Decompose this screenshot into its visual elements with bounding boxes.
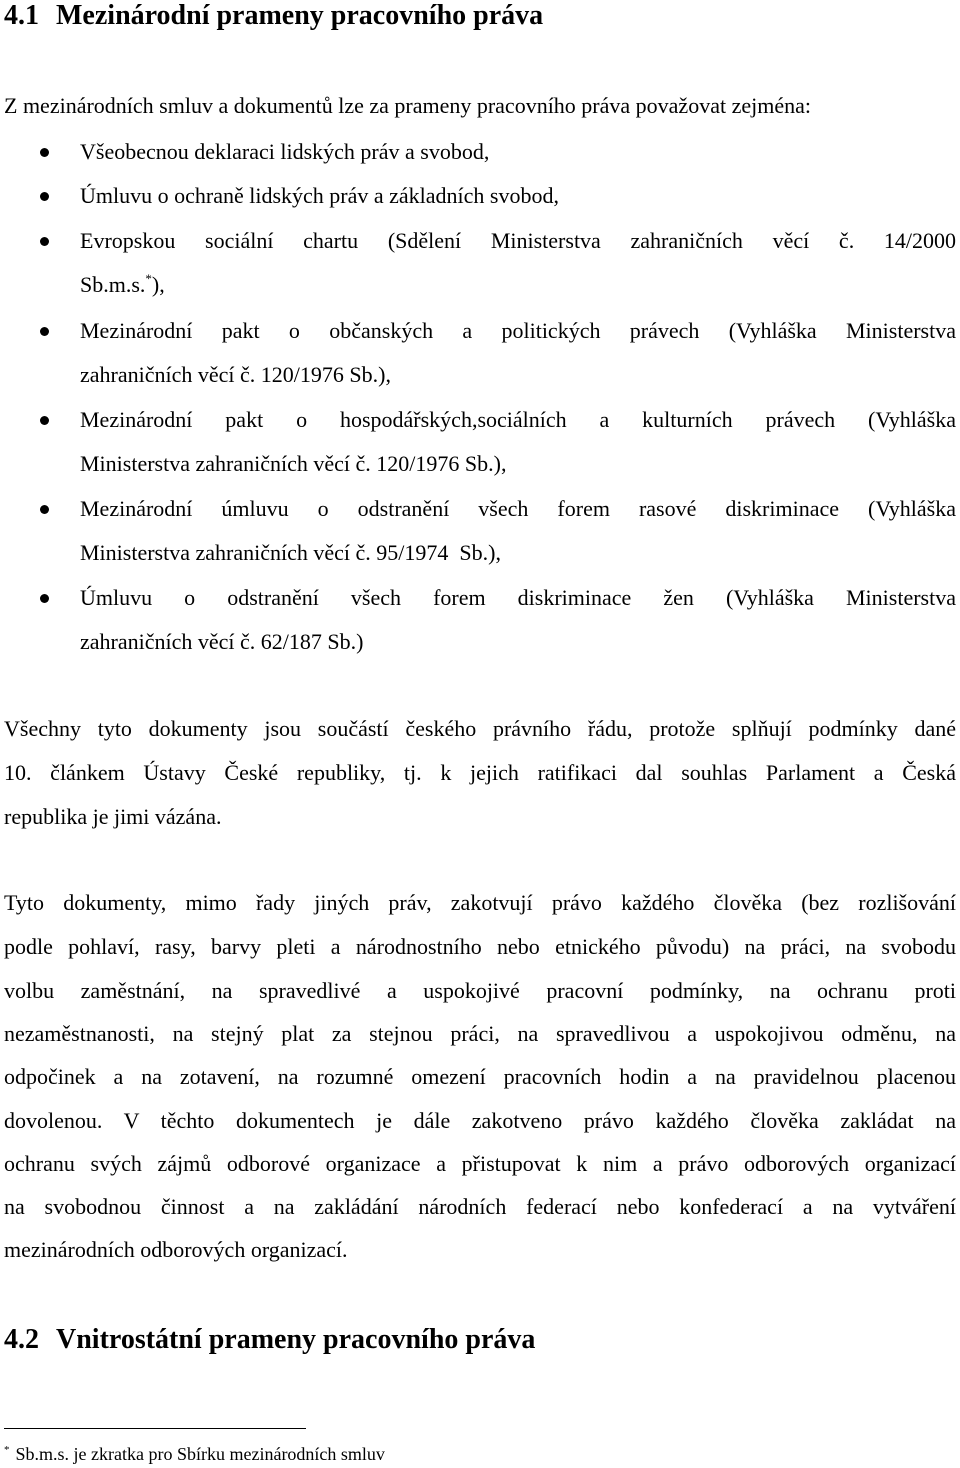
paragraph-2-line-3: volbu zaměstnání, na spravedlivé a uspokojivé pracovní podmínky, na ochranu proti <box>4 978 956 1003</box>
footnote-text: Sb.m.s. je zkratka pro Sbírku mezinárodních smluv <box>15 1444 385 1464</box>
section-heading-4-2 <box>4 1324 535 1356</box>
list-item-7-line-2: zahraničních věcí č. 62/187 Sb.) <box>80 629 364 654</box>
paragraph-2-line-6: dovolenou. V těchto dokumentech je dále zakotveno právo každého člověka zakládat na <box>4 1108 956 1133</box>
section-title: Mezinárodní prameny pracovního práva <box>56 0 544 31</box>
list-item-4-line-2: zahraničních věcí č. 120/1976 Sb.), <box>80 362 391 387</box>
paragraph-2-line-9: mezinárodních odborových organizací. <box>4 1237 348 1262</box>
paragraph-1-line-1: Všechny tyto dokumenty jsou součástí českého právního řádu, protože splňují podmínky dané <box>4 716 956 741</box>
list-item-5-line-1: Mezinárodní pakt o hospodářských,sociálních a kulturních právech (Vyhláška <box>80 407 956 432</box>
list-item-6-line-2: Ministerstva zahraničních věcí č. 95/1974 Sb.), <box>80 540 501 565</box>
section-title: Vnitrostátní prameny pracovního práva <box>56 1324 536 1355</box>
intro-line: Z mezinárodních smluv a dokumentů lze za prameny pracovního práva považovat zejména: <box>4 93 811 118</box>
bullet-icon <box>40 192 49 201</box>
footnote-reference: * <box>145 271 152 286</box>
list-item-1: Všeobecnou deklaraci lidských práv a svobod, <box>80 139 490 164</box>
list-item-2: Úmluvu o ochraně lidských práv a základních svobod, <box>80 183 559 208</box>
list-item-3-line-2 <box>80 263 956 307</box>
bullet-icon <box>40 148 49 157</box>
paragraph-2-line-5: odpočinek a na zotavení, na rozumné omezení pracovních hodin a na pravidelnou placenou <box>4 1064 956 1089</box>
footnote <box>4 1442 385 1466</box>
bullet-icon <box>40 594 49 603</box>
bullet-icon <box>40 327 49 336</box>
list-item-3-line-1: Evropskou sociální chartu (Sdělení Ministerstva zahraničních věcí č. 14/2000 <box>80 228 956 253</box>
list-item-4-line-1: Mezinárodní pakt o občanských a politických právech (Vyhláška Ministerstva <box>80 318 956 343</box>
section-number: 4.1 <box>4 0 39 31</box>
paragraph-2-line-2: podle pohlaví, rasy, barvy pleti a národnostního nebo etnického původu) na práci, na svobodu <box>4 934 956 959</box>
list-item-7-line-1: Úmluvu o odstranění všech forem diskriminace žen (Vyhláška Ministerstva <box>80 585 956 610</box>
list-item-6-line-1: Mezinárodní úmluvu o odstranění všech forem rasové diskriminace (Vyhláška <box>80 496 956 521</box>
list-item-5-line-2: Ministerstva zahraničních věcí č. 120/1976 Sb.), <box>80 451 507 476</box>
list-item-3-tail: ), <box>151 272 165 297</box>
paragraph-1-line-3: republika je jimi vázána. <box>4 804 222 829</box>
bullet-icon <box>40 505 49 514</box>
list-item-3-text: Sb.m.s. <box>80 272 146 297</box>
section-number: 4.2 <box>4 1324 39 1355</box>
paragraph-2-line-7: ochranu svých zájmů odborové organizace a přistupovat k nim a právo odborových organizací <box>4 1151 956 1176</box>
paragraph-1-line-2: 10. článkem Ústavy České republiky, tj. k jejich ratifikaci dal souhlas Parlament a Česká <box>4 760 956 785</box>
bullet-icon <box>40 416 49 425</box>
bullet-icon <box>40 237 49 246</box>
paragraph-2-line-4: nezaměstnanosti, na stejný plat za stejnou práci, na spravedlivou a uspokojivou odměnu, na <box>4 1021 956 1046</box>
paragraph-2-line-8: na svobodnou činnost a na zakládání národních federací nebo konfederací a na vytváření <box>4 1194 956 1219</box>
footnote-separator <box>4 1428 306 1429</box>
section-heading-4-1 <box>4 0 543 32</box>
paragraph-2-line-1: Tyto dokumenty, mimo řady jiných práv, zakotvují právo každého člověka (bez rozlišování <box>4 890 956 915</box>
footnote-mark: * <box>4 1444 10 1456</box>
